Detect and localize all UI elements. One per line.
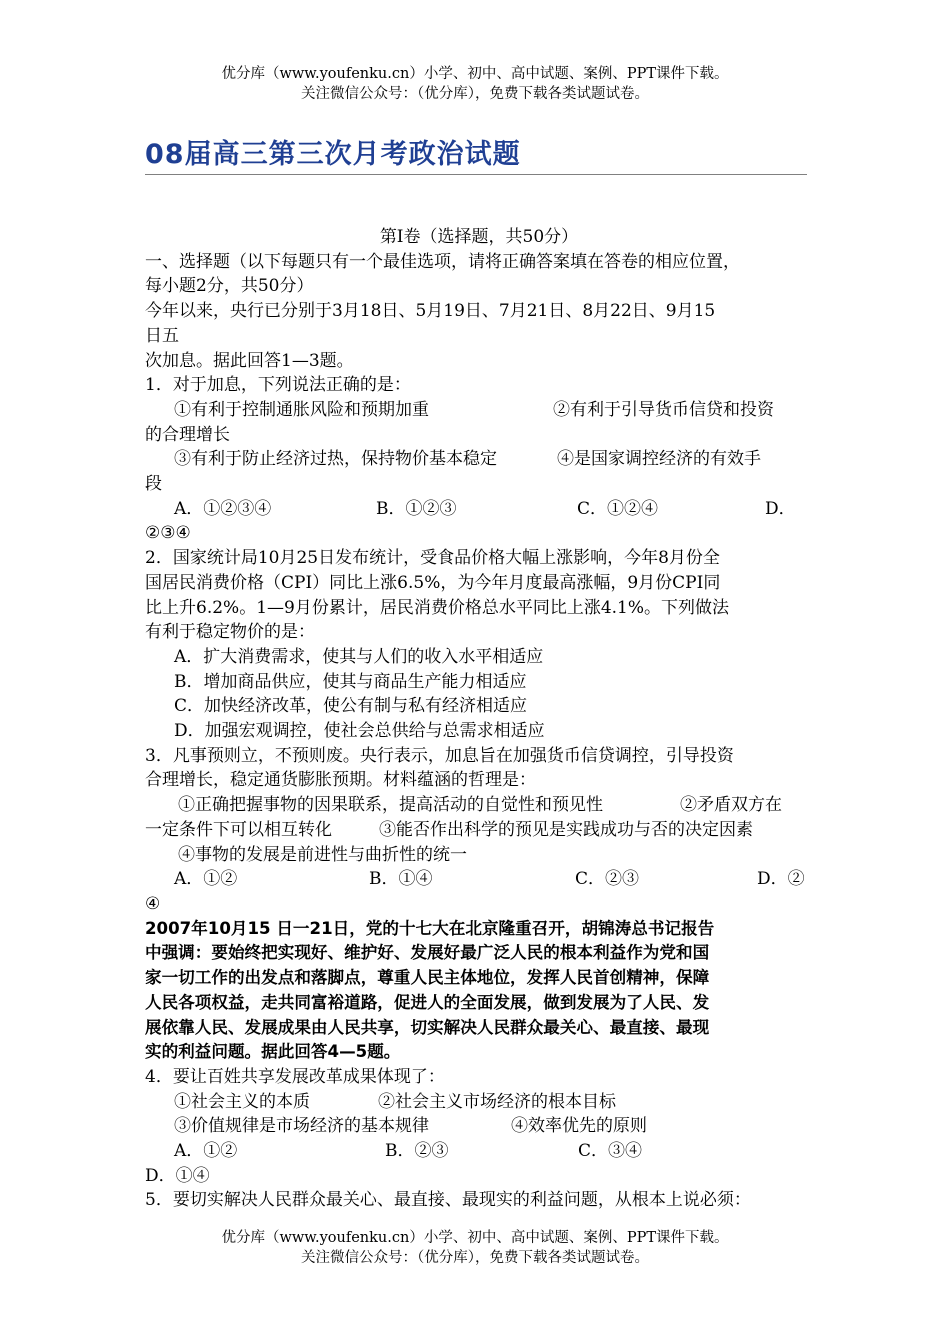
material-paragraph: 人民各项权益，走共同富裕道路，促进人的全面发展，做到发展为了人民、发 [145,992,710,1012]
question-2-stem: 比上升6.2%。1—9月份累计，居民消费价格总水平同比上涨4.1%。下列做法 [145,597,730,618]
option-b: B．①②③ [376,498,457,519]
statement: ③价值规律是市场经济的基本规律 [174,1116,429,1137]
option-continuation: ④ [145,893,161,914]
section-heading: 第Ⅰ卷（选择题，共50分） [379,227,579,247]
material-paragraph: 家一切工作的出发点和落脚点，尊重人民主体地位，发挥人民首创精神，保障 [145,968,710,988]
statement: ①社会主义的本质 [174,1091,310,1112]
page-header [0,64,950,104]
question-4-statements [145,1090,813,1115]
option-c: C．③④ [578,1141,643,1162]
option-a: A．①② [174,869,238,890]
document-title: 08届高三第三次月考政治试题 [145,139,521,170]
option-d: D．加强宏观调控，使社会总供给与总需求相适应 [174,721,545,742]
question-3-statements [145,818,813,843]
question-4-options [145,1139,813,1164]
question-3-options [145,867,813,892]
option-c: C．②③ [575,869,640,890]
option-b: B．增加商品供应，使其与商品生产能力相适应 [174,671,527,692]
question-1-options [145,497,813,522]
statement: ④事物的发展是前进性与曲折性的统一 [178,844,467,865]
statement: ④是国家调控经济的有效手 [557,449,761,470]
page-footer [0,1228,950,1268]
statement: ③能否作出科学的预见是实践成功与否的决定因素 [379,819,753,840]
statement: ②矛盾双方在 [680,795,782,816]
statement: ①有利于控制通胀风险和预期加重 [174,399,429,420]
question-3-stem: 3．凡事预则立，不预则废。央行表示，加息旨在加强货币信贷调控，引导投资 [145,745,734,766]
statement-continuation: 一定条件下可以相互转化 [145,819,332,840]
option-b: B．①④ [369,869,433,890]
statement: ③有利于防止经济过热，保持物价基本稳定 [174,449,497,470]
option-a: A．扩大消费需求，使其与人们的收入水平相适应 [174,646,544,667]
statement: ②有利于引导货币信贷和投资 [553,399,774,420]
title-divider [145,174,807,175]
intro-line: 日五 [145,325,179,346]
question-5-stem: 5．要切实解决人民群众最关心、最直接、最现实的利益问题，从根本上说必须： [145,1190,751,1211]
material-paragraph: 实的利益问题。据此回答4—5题。 [145,1042,401,1062]
intro-line: 次加息。据此回答1—3题。 [145,350,354,371]
option-d: D．①④ [145,1165,210,1186]
option-a: A．①② [174,1141,238,1162]
material-paragraph: 中强调：要始终把实现好、维护好、发展好最广泛人民的根本利益作为党和国 [145,943,710,963]
statement: ②社会主义市场经济的根本目标 [378,1091,616,1112]
option-c: C．①②④ [577,498,659,519]
question-3-statements [145,793,813,818]
instruction-line: 一、选择题（以下每题只有一个最佳选项，请将正确答案填在答卷的相应位置， [145,251,740,272]
footer-line-1: 优分库（www.youfenku.cn）小学、初中、高中试题、案例、PPT课件下载。 [221,1230,729,1246]
option-a: A．①②③④ [174,498,272,519]
instruction-line: 每小题2分，共50分） [145,276,314,297]
statement: ④效率优先的原则 [511,1116,647,1137]
question-4-stem: 4．要让百姓共享发展改革成果体现了： [145,1066,445,1087]
footer-line-2: 关注微信公众号：（优分库），免费下载各类试题试卷。 [301,1250,649,1266]
option-d: D． [765,498,796,519]
question-1-statements [145,398,813,423]
document-body [145,225,813,1213]
statement-continuation: 段 [145,474,162,495]
question-4-statements [145,1114,813,1139]
question-1-stem: 1．对于加息，下列说法正确的是： [145,375,411,396]
question-2-stem: 国居民消费价格（CPI）同比上涨6.5%，为今年月度最高涨幅，9月份CPI同 [145,572,721,593]
option-d: D．② [757,869,805,890]
statement-continuation: 的合理增长 [145,424,230,445]
question-3-stem: 合理增长，稳定通货膨胀预期。材料蕴涵的哲理是： [145,770,536,791]
question-2-stem: 有利于稳定物价的是： [145,622,315,643]
material-paragraph: 展依靠人民、发展成果由人民共享，切实解决人民群众最关心、最直接、最现 [145,1017,710,1037]
header-line-1: 优分库（www.youfenku.cn）小学、初中、高中试题、案例、PPT课件下载。 [221,66,729,82]
option-c: C．加快经济改革，使公有制与私有经济相适应 [174,696,528,717]
question-2-stem: 2．国家统计局10月25日发布统计，受食品价格大幅上涨影响，今年8月份全 [145,548,720,569]
option-b: B．②③ [385,1141,449,1162]
option-continuation: ②③④ [145,523,191,544]
header-line-2: 关注微信公众号：（优分库），免费下载各类试题试卷。 [301,86,649,102]
material-paragraph: 2007年10月15 日一21日，党的十七大在北京隆重召开，胡锦涛总书记报告 [145,918,715,938]
question-1-statements [145,447,813,472]
intro-line: 今年以来，央行已分别于3月18日、5月19日、7月21日、8月22日、9月15 [145,301,716,322]
statement: ①正确把握事物的因果联系，提高活动的自觉性和预见性 [178,795,603,816]
